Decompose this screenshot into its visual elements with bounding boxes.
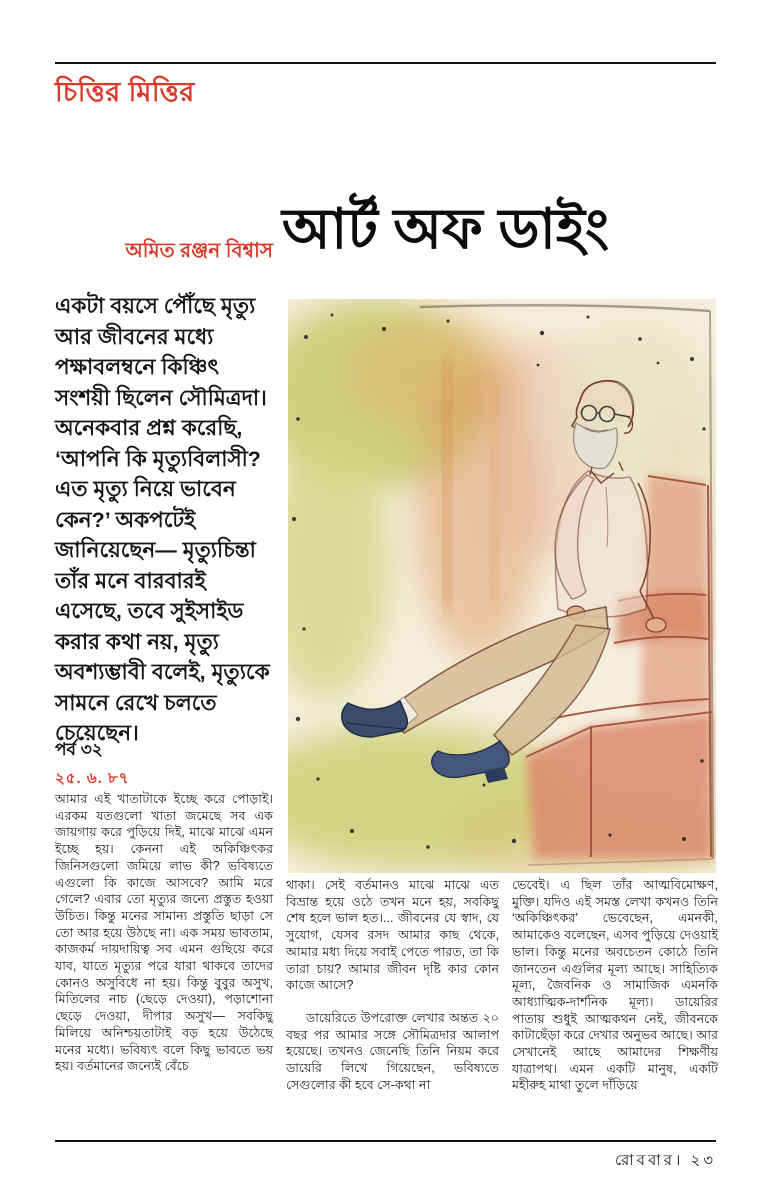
body-paragraph: ডায়েরিতে উপরোক্ত লেখার অন্তত ২০ বছর পর আমার সঙ্গে সৌমিত্রদার আলাপ হয়েছে। তখনও জেনেছি তিনি নিয়ম করে ডায়েরি লিখে গিয়েছেন, ভবিষ্যতে সেগুলোর কী হবে সে-কথা না xyxy=(286,1010,499,1092)
article-lede: একটা বয়সে পৌঁছে মৃত্যু আর জীবনের মধ্যে পক্ষাবলম্বনে কিঞ্চিৎ সংশয়ী ছিলেন সৌমিত্রদা। অনেকবার প্রশ্ন করেছি, ‘আপনি কি মৃত্যুবিলাসী? এত মৃত্যু নিয়ে ভাবেন কেন?’ অকপটেই জানিয়েছেন— মৃত্যুচিন্তা তাঁর মনে বারবারই এসেছে, তবে সুইসাইড করার কথা নয়, মৃত্যু অবশ্যম্ভাবী বলেই, মৃত্যুকে সামনে রেখে চলতে চেয়েছেন। xyxy=(55,294,270,745)
watercolor-illustration-svg xyxy=(288,299,716,873)
author-byline: অমিত রঞ্জন বিশ্বাস xyxy=(125,240,273,262)
body-paragraph: থাকা। সেই বর্তমানও মাঝে মাঝে এত বিভ্রান্ত হয়ে ওঠে তখন মনে হয়, সবকিছু শেষ হলে ভাল হত।... জীবনের যে স্বাদ, যে সুযোগ, যেসব রসদ আমার কাছ থেকে, আমার মধ্য দিয়ে সবাই পেতে পারত, তা কি তারা চায়? আমার জীবন দৃষ্টি কার কোন কাজে আসে? xyxy=(286,878,499,993)
top-rule xyxy=(55,62,716,64)
body-column-1: আমার এই খাতাটাকে ইচ্ছে করে পোড়াই। এরকম যতগুলো খাতা জমেছে সব এক জায়গায় করে পুড়িয়ে দিই, মাঝে মাঝে এমন ইচ্ছে হয়। কেননা এই অকিঞ্চিৎকর জিনিসগুলো জমিয়ে লাভ কী? ভবিষ্যতে এগুলো কি কাজে আসবে? আমি মরে গেলে? এবার তো মৃত্যুর জন্যে প্রস্তুত হওয়া উচিত। কিন্তু মনের সামান্য প্রস্তুতি ছাড়া সে তো আর হয়ে উঠছে না। এক সময় ভাবতাম, কাজকর্ম দায়দায়িত্ব সব এমন গুছিয়ে করে যাব, যাতে মৃত্যুর পরে যারা থাকবে তাদের কোনও অসুবিধে না হয়। কিন্তু বুবুর অসুখ, মিতিলের নাচ (ছেড়ে দেওয়া), পড়াশোনা ছেড়ে দেওয়া, দীপার অসুখ— সবকিছু মিলিয়ে অনিশ্চয়তাটাই বড় হয়ে উঠেছে মনের মধ্যে। ভবিষ্যৎ বলে কিছু ভাবতে ভয় হয়। বর্তমানের জন্যেই বেঁচে xyxy=(55,792,273,1074)
watercolor-illustration xyxy=(288,299,716,873)
section-title: চিত্তির মিত্তির xyxy=(55,77,195,107)
bottom-rule xyxy=(55,1140,716,1142)
entry-date: ২৫. ৬. ৮৭ xyxy=(55,770,130,787)
body-column-2 xyxy=(286,877,499,1117)
body-column-3: ভেবেই। এ ছিল তাঁর আত্মবিমোক্ষণ, মুক্তি। যদিও এই সমস্ত লেখা কখনও তিনি ‘অকিঞ্চিৎকর’ ভেবেছেন, এমনকী, আমাকেও বলেছেন, এসব পুড়িয়ে দেওয়াই ভাল। কিন্তু মনের অবচেতন কোঠে তিনি জানতেন এগুলির মূল্য আছে। সাহিত্যিক মূল্য, জৈবনিক ও সামাজিক এমনকি আধ্যাত্মিক-দার্শনিক মূল্য। ডায়েরির পাতায় শুধুই আত্মকথন নেই, জীবনকে কাটাছেঁড়া করে দেখার অনুভব আছে। আর সেখানেই আছে আমাদের শিক্ষণীয় যাত্রাপথ। এমন একটি মানুষ, একটি মহীরুহ মাথা তুলে দাঁড়িয়ে xyxy=(512,878,718,1093)
part-label: পর্ব ৩২ xyxy=(55,740,103,759)
article-headline: আর্ট অফ ডাইং xyxy=(282,197,610,260)
page-footer: রোববার। ২৩ xyxy=(614,1152,716,1169)
